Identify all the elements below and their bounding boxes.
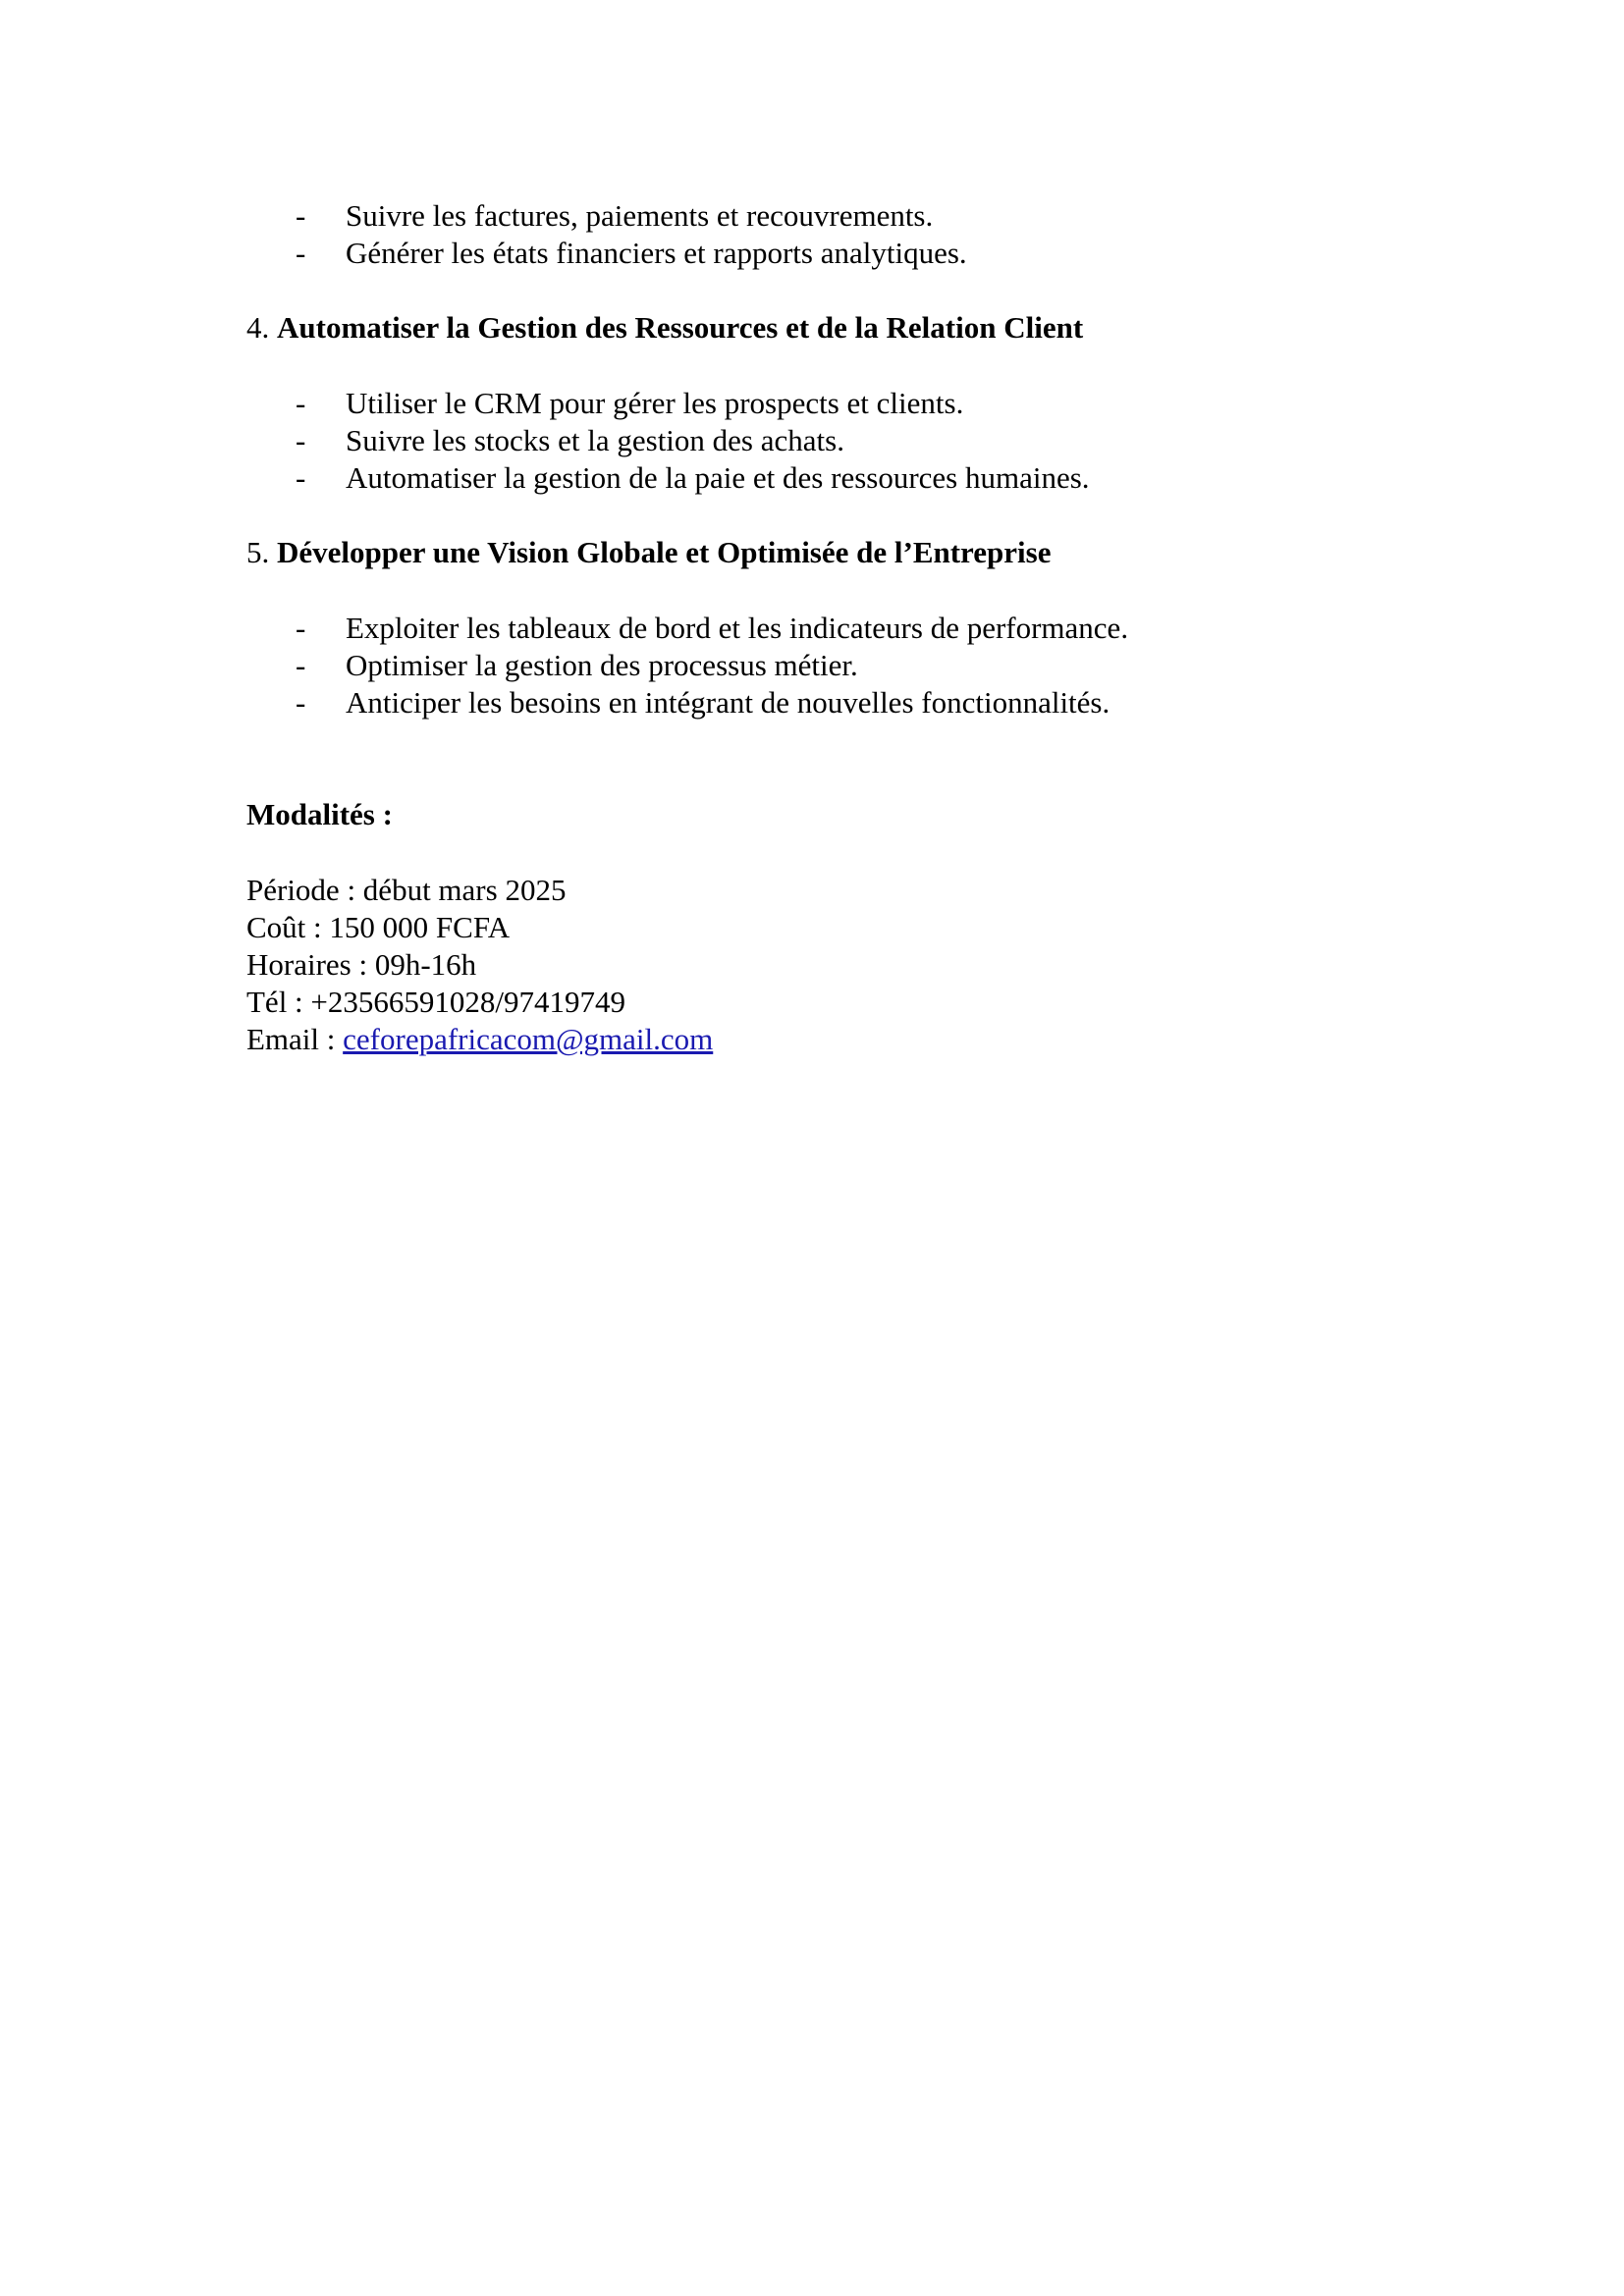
list-item [246,647,1425,684]
bullet-dash: - [296,236,306,270]
email-line [246,1021,1425,1058]
bullet-dash: - [296,386,306,420]
section-number: 4. [246,310,270,345]
list-item [246,610,1425,647]
bullet-dash: - [296,611,306,645]
list-item [246,197,1425,235]
section-title: Automatiser la Gestion des Ressources et de la Relation Client [277,310,1084,345]
bullet-text: Anticiper les besoins en intégrant de nouvelles fonctionnalités. [346,685,1110,720]
bullet-text: Suivre les factures, paiements et recouvrements. [346,198,934,233]
cout-line: Coût : 150 000 FCFA [246,910,511,944]
modalites-heading: Modalités : [246,797,393,831]
bullet-dash: - [296,460,306,495]
spacer [246,347,1425,385]
section-4-bullet-list [246,385,1425,497]
list-item [246,459,1425,497]
list-item [246,235,1425,272]
list-item [246,684,1425,721]
list-item [246,385,1425,422]
section-number: 5. [246,535,270,569]
section-title: Développer une Vision Globale et Optimisée de l’Entreprise [277,535,1052,569]
bullet-dash: - [296,648,306,682]
intro-bullet-list [246,197,1425,272]
section-heading-5 [246,534,1425,571]
bullet-text: Optimiser la gestion des processus métier. [346,648,858,682]
email-label: Email : [246,1022,344,1056]
bullet-text: Générer les états financiers et rapports analytiques. [346,236,967,270]
bullet-text: Exploiter les tableaux de bord et les indicateurs de performance. [346,611,1129,645]
spacer [246,571,1425,610]
bullet-dash: - [296,685,306,720]
list-item [246,422,1425,459]
bullet-dash: - [296,198,306,233]
bullet-dash: - [296,423,306,457]
bullet-text: Suivre les stocks et la gestion des achats. [346,423,844,457]
document-body [246,197,1425,1058]
tel-line: Tél : +23566591028/97419749 [246,985,626,1019]
bullet-text: Utiliser le CRM pour gérer les prospects et clients. [346,386,964,420]
periode-line: Période : début mars 2025 [246,873,567,907]
horaires-line: Horaires : 09h-16h [246,947,477,982]
section-heading-4 [246,309,1425,347]
email-link[interactable]: ceforepafricacom@gmail.com [343,1022,714,1056]
section-5-bullet-list [246,610,1425,721]
spacer [246,833,1425,872]
bullet-text: Automatiser la gestion de la paie et des ressources humaines. [346,460,1090,495]
